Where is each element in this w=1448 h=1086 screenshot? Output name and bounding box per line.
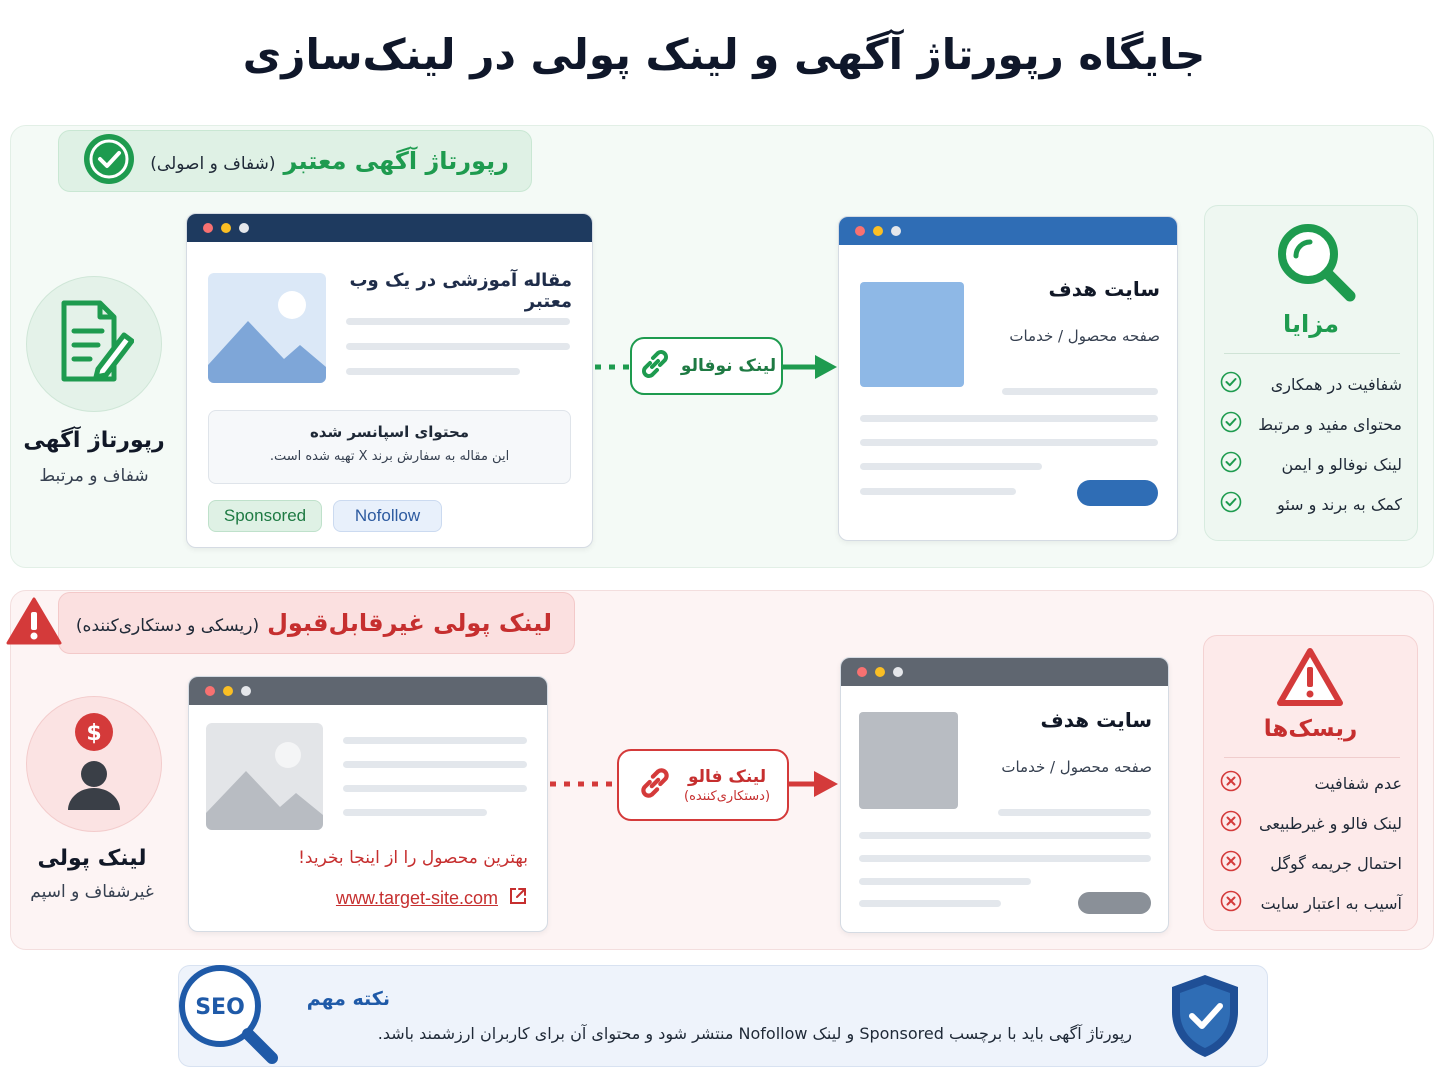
bad-banner-title: لینک پولی غیرقابل‌قبول	[267, 609, 552, 637]
risk-item	[1220, 843, 1402, 883]
benefit-label: کمک به برند و سئو	[1277, 494, 1402, 514]
benefit-item	[1220, 364, 1402, 404]
check-icon	[1220, 371, 1242, 397]
warning-outline-icon	[1276, 646, 1344, 712]
x-circle-icon	[1220, 850, 1242, 876]
risk-item	[1220, 803, 1402, 843]
promo-text: بهترین محصول را از اینجا بخرید!	[298, 848, 528, 868]
risk-label: لینک فالو و غیرطبیعی	[1259, 813, 1402, 833]
risk-label: عدم شفافیت	[1314, 773, 1402, 793]
note-title: نکته مهم	[306, 988, 390, 1010]
image-placeholder-icon	[206, 723, 323, 830]
x-circle-icon	[1220, 810, 1242, 836]
reportage-actor-subtitle: شفاف و مرتبط	[39, 466, 149, 486]
benefits-list	[1220, 364, 1402, 524]
check-icon	[1220, 451, 1242, 477]
target-cta-button-good[interactable]	[1077, 480, 1158, 506]
paid-link-actor-subtitle: غیرشفاف و اسپم	[30, 882, 154, 902]
sponsored-content-box	[208, 410, 571, 484]
window-titlebar	[189, 677, 547, 705]
page-title: جایگاه رپورتاژ آگهی و لینک پولی در لینک‌سازی	[242, 30, 1206, 79]
target-site-subtitle-good: صفحه محصول / خدمات	[1009, 327, 1160, 345]
target-site-subtitle-bad: صفحه محصول / خدمات	[1001, 758, 1152, 776]
important-note-box	[178, 965, 1268, 1067]
bad-banner-subtitle: (ریسکی و دستکاری‌کننده)	[75, 616, 260, 636]
nofollow-link-pill	[630, 337, 783, 395]
nofollow-link-label: لینک نوفالو	[680, 356, 777, 376]
document-edit-icon	[54, 299, 134, 389]
promo-link-row[interactable]	[300, 886, 528, 910]
shield-check-icon	[1168, 972, 1242, 1064]
good-banner	[58, 130, 532, 192]
risk-item	[1220, 763, 1402, 803]
product-image-placeholder	[860, 282, 964, 387]
paid-link-actor-title: لینک پولی	[37, 846, 147, 871]
benefit-label: شفافیت در همکاری	[1270, 374, 1402, 394]
sponsored-tag: Sponsored	[208, 500, 322, 532]
window-titlebar	[839, 217, 1177, 245]
external-link-icon	[508, 886, 528, 910]
reportage-actor-title: رپورتاژ آگهی	[23, 428, 165, 453]
risks-list	[1220, 763, 1402, 923]
good-banner-subtitle: (شفاف و اصولی)	[150, 154, 276, 174]
benefit-item	[1220, 444, 1402, 484]
benefit-label: لینک نوفالو و ایمن	[1281, 454, 1402, 474]
image-placeholder-icon	[208, 273, 326, 383]
window-titlebar	[841, 658, 1168, 686]
risk-label: احتمال جریمه گوگل	[1270, 853, 1402, 873]
check-icon	[1220, 491, 1242, 517]
good-banner-title: رپورتاژ آگهی معتبر	[283, 147, 509, 175]
benefit-label: محتوای مفید و مرتبط	[1258, 414, 1402, 434]
check-circle-icon	[82, 132, 136, 190]
window-titlebar	[187, 214, 592, 242]
note-text: رپورتاژ آگهی باید با برچسب Sponsored و لینک Nofollow منتشر شود و محتوای آن برای کاربران ارزشمند باشد.	[377, 1024, 1132, 1043]
seo-magnifier-icon	[176, 962, 280, 1070]
nofollow-tag: Nofollow	[333, 500, 442, 532]
benefits-title: مزایا	[1282, 310, 1340, 338]
x-circle-icon	[1220, 890, 1242, 916]
risk-label: آسیب به اعتبار سایت	[1260, 893, 1402, 913]
chain-link-icon	[636, 764, 674, 806]
product-image-placeholder	[859, 712, 958, 809]
follow-link-pill	[617, 749, 789, 821]
bad-banner	[58, 592, 575, 654]
check-icon	[1220, 411, 1242, 437]
paid-link-actor-circle	[26, 696, 162, 832]
follow-link-sublabel: (دستکاری‌کننده)	[684, 788, 771, 804]
risks-title: ریسک‌ها	[1263, 716, 1358, 742]
target-cta-button-bad[interactable]	[1078, 892, 1151, 914]
target-site-title-good: سایت هدف	[1048, 277, 1160, 301]
reportage-actor-circle	[26, 276, 162, 412]
follow-link-label: لینک فالو	[687, 766, 767, 787]
benefit-item	[1220, 484, 1402, 524]
risk-item	[1220, 883, 1402, 923]
article-title: مقاله آموزشی در یک وب معتبر	[349, 270, 572, 312]
paid-user-icon	[61, 712, 127, 816]
seo-badge-text: SEO	[195, 995, 245, 1020]
benefit-item	[1220, 404, 1402, 444]
warning-triangle-icon	[6, 596, 62, 650]
svg-text:$: $	[86, 721, 102, 746]
magnifier-icon	[1272, 218, 1358, 308]
chain-link-icon	[637, 346, 673, 386]
promo-url-link[interactable]: www.target-site.com	[335, 887, 498, 908]
sponsored-content-title: محتوای اسپانسر شده	[309, 423, 470, 441]
x-circle-icon	[1220, 770, 1242, 796]
sponsored-content-desc: این مقاله به سفارش برند X تهیه شده است.	[269, 449, 510, 464]
target-site-title-bad: سایت هدف	[1040, 708, 1152, 732]
